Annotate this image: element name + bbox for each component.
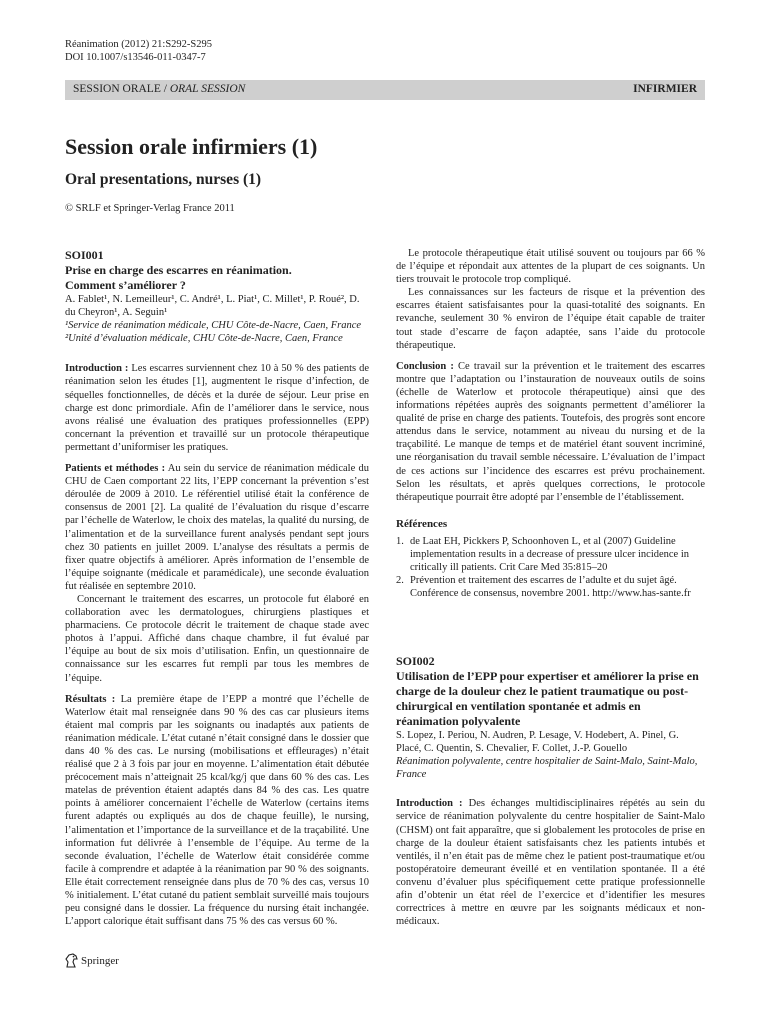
abstract-code: SOI002 <box>396 654 435 668</box>
abstract-soi002 <box>396 654 705 928</box>
copyright: © SRLF et Springer-Verlag France 2011 <box>65 203 235 214</box>
springer-horse-icon <box>65 953 78 968</box>
reference-item: 1. de Laat EH, Pickkers P, Schoonhoven L, et al (2007) Guideline implementation results in a decrease of pressure ulcer incidence in critically ill patients. Crit Care Med 35:815–20 <box>396 535 690 574</box>
methods-paragraph-2: Concernant le traitement des escarres, un protocole fut élaboré en collaboration avec les dermatologues, chirurgiens plastiques et pharmaciens. Ce protocole décrit le traitement de chaque stade avec photos à l’appui. Affiché dans chaque chambre, il fut évalué par l’équipe au bout de six mois d’utilisation. Enfin, un questionnaire de connaissance sur les escarres fut rempli par tous les membres de l’équipe. <box>65 593 369 684</box>
results-continued-2: Les connaissances sur les facteurs de risque et la prévention des escarres étaient satisfaisantes pour la quasi-totalité des soignants. En revanche, seulement 30 % environ de l’équipe était capable de traiter tout stade d’escarre de façon adaptée, sans l’aide du protocole thérapeutique. <box>396 287 705 351</box>
introduction-paragraph: Introduction : Les escarres surviennent chez 10 à 50 % des patients de réanimation selon les études [1], augmentent le risque d’infection, de séquelles fonctionnelles, de décès et la durée de séjour. Leur prise en charge est donc primordiale. Afin de l’améliorer dans le service, nous avons réalisé une évaluation des pratiques professionnelles (EPP) concernant la prévention et travaillé sur un protocole thérapeutique permettant d’uniformiser les pratiques. <box>65 363 369 453</box>
left-column <box>65 248 369 928</box>
abstract-authors: S. Lopez, I. Periou, N. Audren, P. Lesage, V. Hodebert, A. Pinel, G. Placé, C. Quentin, S. Chevalier, F. Collet, J.-P. Gouello <box>396 730 679 755</box>
abstract-title: Prise en charge des escarres en réanimation. Comment s’améliorer ? <box>65 263 292 292</box>
page-title: Session orale infirmiers (1) <box>65 134 318 159</box>
publisher-name: Springer <box>81 954 119 967</box>
section-tag: INFIRMIER <box>633 83 697 95</box>
abstract-title: Utilisation de l’EPP pour expertiser et améliorer la prise en charge de la douleur chez le patient traumatique ou post-chirurgical en ventilation spontanée et admis en réanimation polyvalente <box>396 669 699 728</box>
journal-citation: Réanimation (2012) 21:S292-S295 <box>65 39 212 50</box>
references-heading: Références <box>396 517 448 530</box>
introduction-paragraph: Introduction : Des échanges multidisciplinaires répétés au sein du service de réanimation polyvalente du centre hospitalier de Saint-Malo (CHSM) ont fait apparaître, que si globalement les protocoles de prise en charge de la douleur étaient satisfaisants chez les patients intubés et ventilés, il n’en était pas de même chez le patient post-traumatique et/ou postopératoire demeurant éveillé et en ventilation spontanée. Il a été convenu d’évaluer plus spécifiquement cette pratique professionnelle afin d’obtenir un état réel de l’exercice et d’identifier les mesures correctrices à mettre en œuvre par les soignants médicaux et non-médicaux. <box>396 798 705 928</box>
affiliation: Réanimation polyvalente, centre hospitalier de Saint-Malo, Saint-Malo, France <box>396 756 698 781</box>
right-column <box>396 247 705 600</box>
affiliation: ²Unité d’évaluation médicale, CHU Côte-de-Nacre, Caen, France <box>65 333 343 345</box>
session-label: SESSION ORALE / ORAL SESSION <box>73 83 246 95</box>
publisher-footer <box>65 953 119 968</box>
conclusion-paragraph: Conclusion : Ce travail sur la prévention et le traitement des escarres montre que l’adaptation ou l’instauration de nouveaux outils de soins (échelle de Waterlow et protocole thérapeutique) ainsi que des informations répétées auprès des soignants permettent d’améliorer la qualité de prise en charge des patients. Toutefois, des progrès sont encore attendus dans le service, notamment au niveau du nursing et de la traçabilité. Le manque de temps et de matériel étant souvent incriminé, une réorganisation du travail semble nécessaire. L’évaluation de l’impact de ces actions sur l’incidence des escarres est prévu prochainement. Selon les résultats, et après quelques corrections, le protocole thérapeutique pourrait être adopté par l’ensemble de l’établissement. <box>396 360 705 503</box>
methods-paragraph: Patients et méthodes : Au sein du service de réanimation médicale du CHU de Caen comportant 22 lits, l’EPP concernant la prévention s’est déroulée de 2009 à 2010. Le référentiel utilisé était la conférence de consensus de 2001 [2]. La qualité de l’évaluation du risque d’escarre par l’échelle de Waterlow, le choix des matelas, la qualité du nursing, de l’alimentation et de la surveillance furent analysés pendant sept jours chez 30 patients en juillet 2009. L’analyse des résultats a permis de fixer quatre objectifs à améliorer. Après information de l’ensemble de l’équipe soignante (médicale et paramédicale), une seconde évaluation fut réalisée en septembre 2010. <box>65 463 369 592</box>
reference-item: 2. Prévention et traitement des escarres de l’adulte et du sujet âgé. Conférence de consensus, novembre 2001. http://www.has-sante.fr <box>396 575 691 600</box>
abstract-authors: A. Fablet¹, N. Lemeilleur¹, C. André¹, L. Piat¹, C. Millet¹, P. Roué², D. du Cheyron¹, A. Seguin¹ <box>65 294 360 319</box>
results-continued: Le protocole thérapeutique était utilisé souvent ou toujours par 66 % de l’équipe et répondait aux attentes de la plupart de ces soignants. Un tiers trouvait le protocole trop compliqué. <box>396 248 705 286</box>
affiliation: ¹Service de réanimation médicale, CHU Côte-de-Nacre, Caen, France <box>65 320 362 332</box>
session-band <box>65 80 705 100</box>
page-subtitle: Oral presentations, nurses (1) <box>65 171 262 188</box>
results-paragraph: Résultats : La première étape de l’EPP a montré que l’échelle de Waterlow était mal renseignée dans 90 % des cas car plusieurs items étaient mal compris par les soignants ou inadaptés aux patients de réanimation médicale. L’état cutané n’était consigné dans le dossier que dans 40 % des cas. Le nursing (mobilisations et effleurages) n’était réalisé que 2 à 3 fois par jour en moyenne. L’alimentation était débutée précocement mais n’atteignait 25 kcal/kg/j que dans 60 % des cas. Les matelas de prévention étaient adaptés dans 84 % des cas. Les quatre points à améliorer concernaient l’échelle de Waterlow (certains items furent adaptés ou expliqués au dos de chaque feuille), le nursing, l’alimentation et l’importance de la surveillance et de la traçabilité. Une information fut délivrée à l’ensemble de l’équipe. Au terme de la seconde évaluation, l’échelle de Waterlow était considérée comme facile à comprendre et adaptée à la réanimation par 90 % des soignants. Elle était correctement renseignée dans plus de 70 % des cas, versus 10 % initialement. L’état cutané du patient semblait surveillé mais toujours peu consigné dans le dossier. La fréquence du nursing était inchangée. L’apport calorique était suffisant dans 75 % des cas versus 60 %. <box>65 693 370 928</box>
doi: DOI 10.1007/s13546-011-0347-7 <box>65 52 206 63</box>
abstract-code: SOI001 <box>65 248 104 262</box>
